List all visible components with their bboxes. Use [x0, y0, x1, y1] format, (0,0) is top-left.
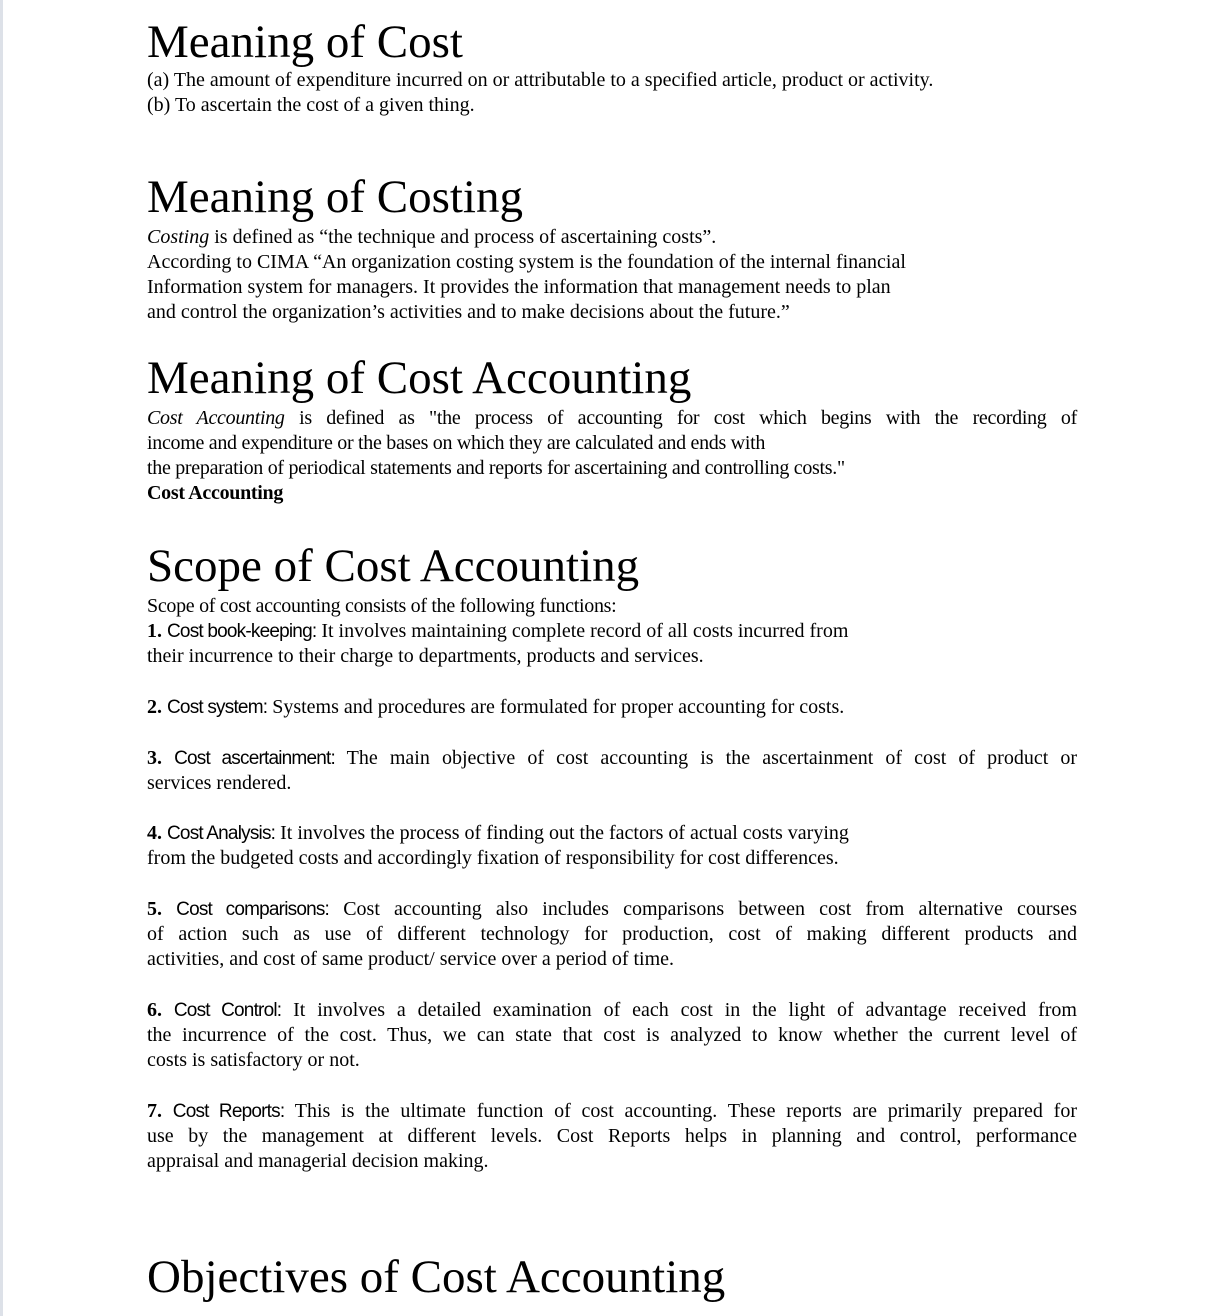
item-number: 1. [147, 620, 162, 642]
paragraph-meaning-of-cost-accounting [147, 406, 1077, 506]
scope-item-5 [147, 897, 1077, 972]
text-line: use by the management at different levels. Cost Reports helps in planning and control, performance [147, 1125, 1077, 1147]
text-line [147, 998, 1077, 1023]
italic-term: Cost Accounting [147, 407, 285, 429]
text-line: the preparation of periodical statements and reports for ascertaining and controlling costs." [147, 457, 845, 479]
item-label: Cost comparisons: [176, 899, 330, 920]
text-line: services rendered. [147, 772, 292, 794]
scope-item-3 [147, 746, 1077, 796]
text-line: the incurrence of the cost. Thus, we can state that cost is analyzed to know whether the current level of [147, 1024, 1077, 1046]
item-number: 6. [147, 999, 162, 1021]
item-number: 5. [147, 898, 162, 920]
paragraph-meaning-of-cost [147, 68, 1077, 118]
text-line: income and expenditure or the bases on which they are calculated and ends with [147, 432, 766, 454]
text-line: appraisal and managerial decision making. [147, 1150, 489, 1172]
scope-intro [147, 594, 1077, 619]
item-label: Cost system: [167, 697, 268, 718]
text-line: from the budgeted costs and accordingly fixation of responsibility for cost differences. [147, 847, 839, 869]
heading-meaning-of-costing: Meaning of Costing [147, 171, 523, 223]
text-span: Cost accounting also includes comparisons between cost from alternative courses [329, 898, 1078, 920]
text-span: is defined as "the process of accounting for cost which begins with the recording of [284, 407, 1077, 429]
text-line: Information system for managers. It provides the information that management needs to plan [147, 276, 891, 298]
scope-item-7 [147, 1099, 1077, 1174]
text-span: Systems and procedures are formulated for proper accounting for costs. [267, 696, 845, 718]
text-span: is defined as “the technique and process of ascertaining costs”. [209, 226, 717, 248]
text-span: It involves a detailed examination of each cost in the light of advantage received from [281, 999, 1077, 1021]
item-label: Cost book-keeping: [167, 621, 317, 642]
heading-objectives-of-cost-accounting: Objectives of Cost Accounting [147, 1251, 726, 1303]
heading-scope-of-cost-accounting: Scope of Cost Accounting [147, 540, 640, 592]
bold-term-line: Cost Accounting [147, 482, 284, 504]
text-line: activities, and cost of same product/ service over a period of time. [147, 948, 675, 970]
item-number: 4. [147, 822, 162, 844]
scope-item-6 [147, 998, 1077, 1073]
text-line [147, 897, 1077, 922]
italic-term: Costing [147, 226, 210, 248]
text-line: (a) The amount of expenditure incurred on or attributable to a specified article, product or activity. [147, 69, 934, 91]
text-line [147, 746, 1077, 771]
text-line: According to CIMA “An organization costing system is the foundation of the internal financial [147, 251, 906, 273]
text-line: and control the organization’s activities and to make decisions about the future.” [147, 301, 790, 323]
text-line: (b) To ascertain the cost of a given thing. [147, 94, 475, 116]
text-line [147, 619, 1077, 644]
text-span: The main objective of cost accounting is the ascertainment of cost of product or [334, 747, 1078, 769]
item-label: Cost Reports: [172, 1101, 285, 1122]
scope-item-1 [147, 619, 1077, 669]
item-label: Cost ascertainment: [174, 748, 335, 769]
scope-item-4 [147, 821, 1077, 871]
text-line: of action such as use of different technology for production, cost of making different products and [147, 923, 1077, 945]
item-label: Cost Control: [173, 1000, 282, 1021]
text-span: It involves maintaining complete record of all costs incurred from [316, 620, 849, 642]
text-line: costs is satisfactory or not. [147, 1049, 360, 1071]
item-number: 7. [147, 1100, 162, 1122]
text-line [147, 821, 1077, 846]
paragraph-meaning-of-costing [147, 225, 1077, 325]
text-span: This is the ultimate function of cost accounting. These reports are primarily prepared for [284, 1100, 1077, 1122]
heading-meaning-of-cost-accounting: Meaning of Cost Accounting [147, 352, 692, 404]
text-line: their incurrence to their charge to departments, products and services. [147, 645, 704, 667]
text-line [147, 1099, 1077, 1124]
item-number: 2. [147, 696, 162, 718]
heading-meaning-of-cost: Meaning of Cost [147, 16, 463, 68]
text-line [147, 406, 1077, 431]
viewer-left-edge [0, 0, 3, 1316]
item-number: 3. [147, 747, 162, 769]
text-line [147, 695, 1077, 720]
text-line: Scope of cost accounting consists of the following functions: [147, 595, 617, 617]
item-label: Cost Analysis: [167, 823, 276, 844]
text-line [147, 225, 1077, 250]
text-span: It involves the process of finding out the factors of actual costs varying [275, 822, 849, 844]
scope-item-2 [147, 695, 1077, 720]
